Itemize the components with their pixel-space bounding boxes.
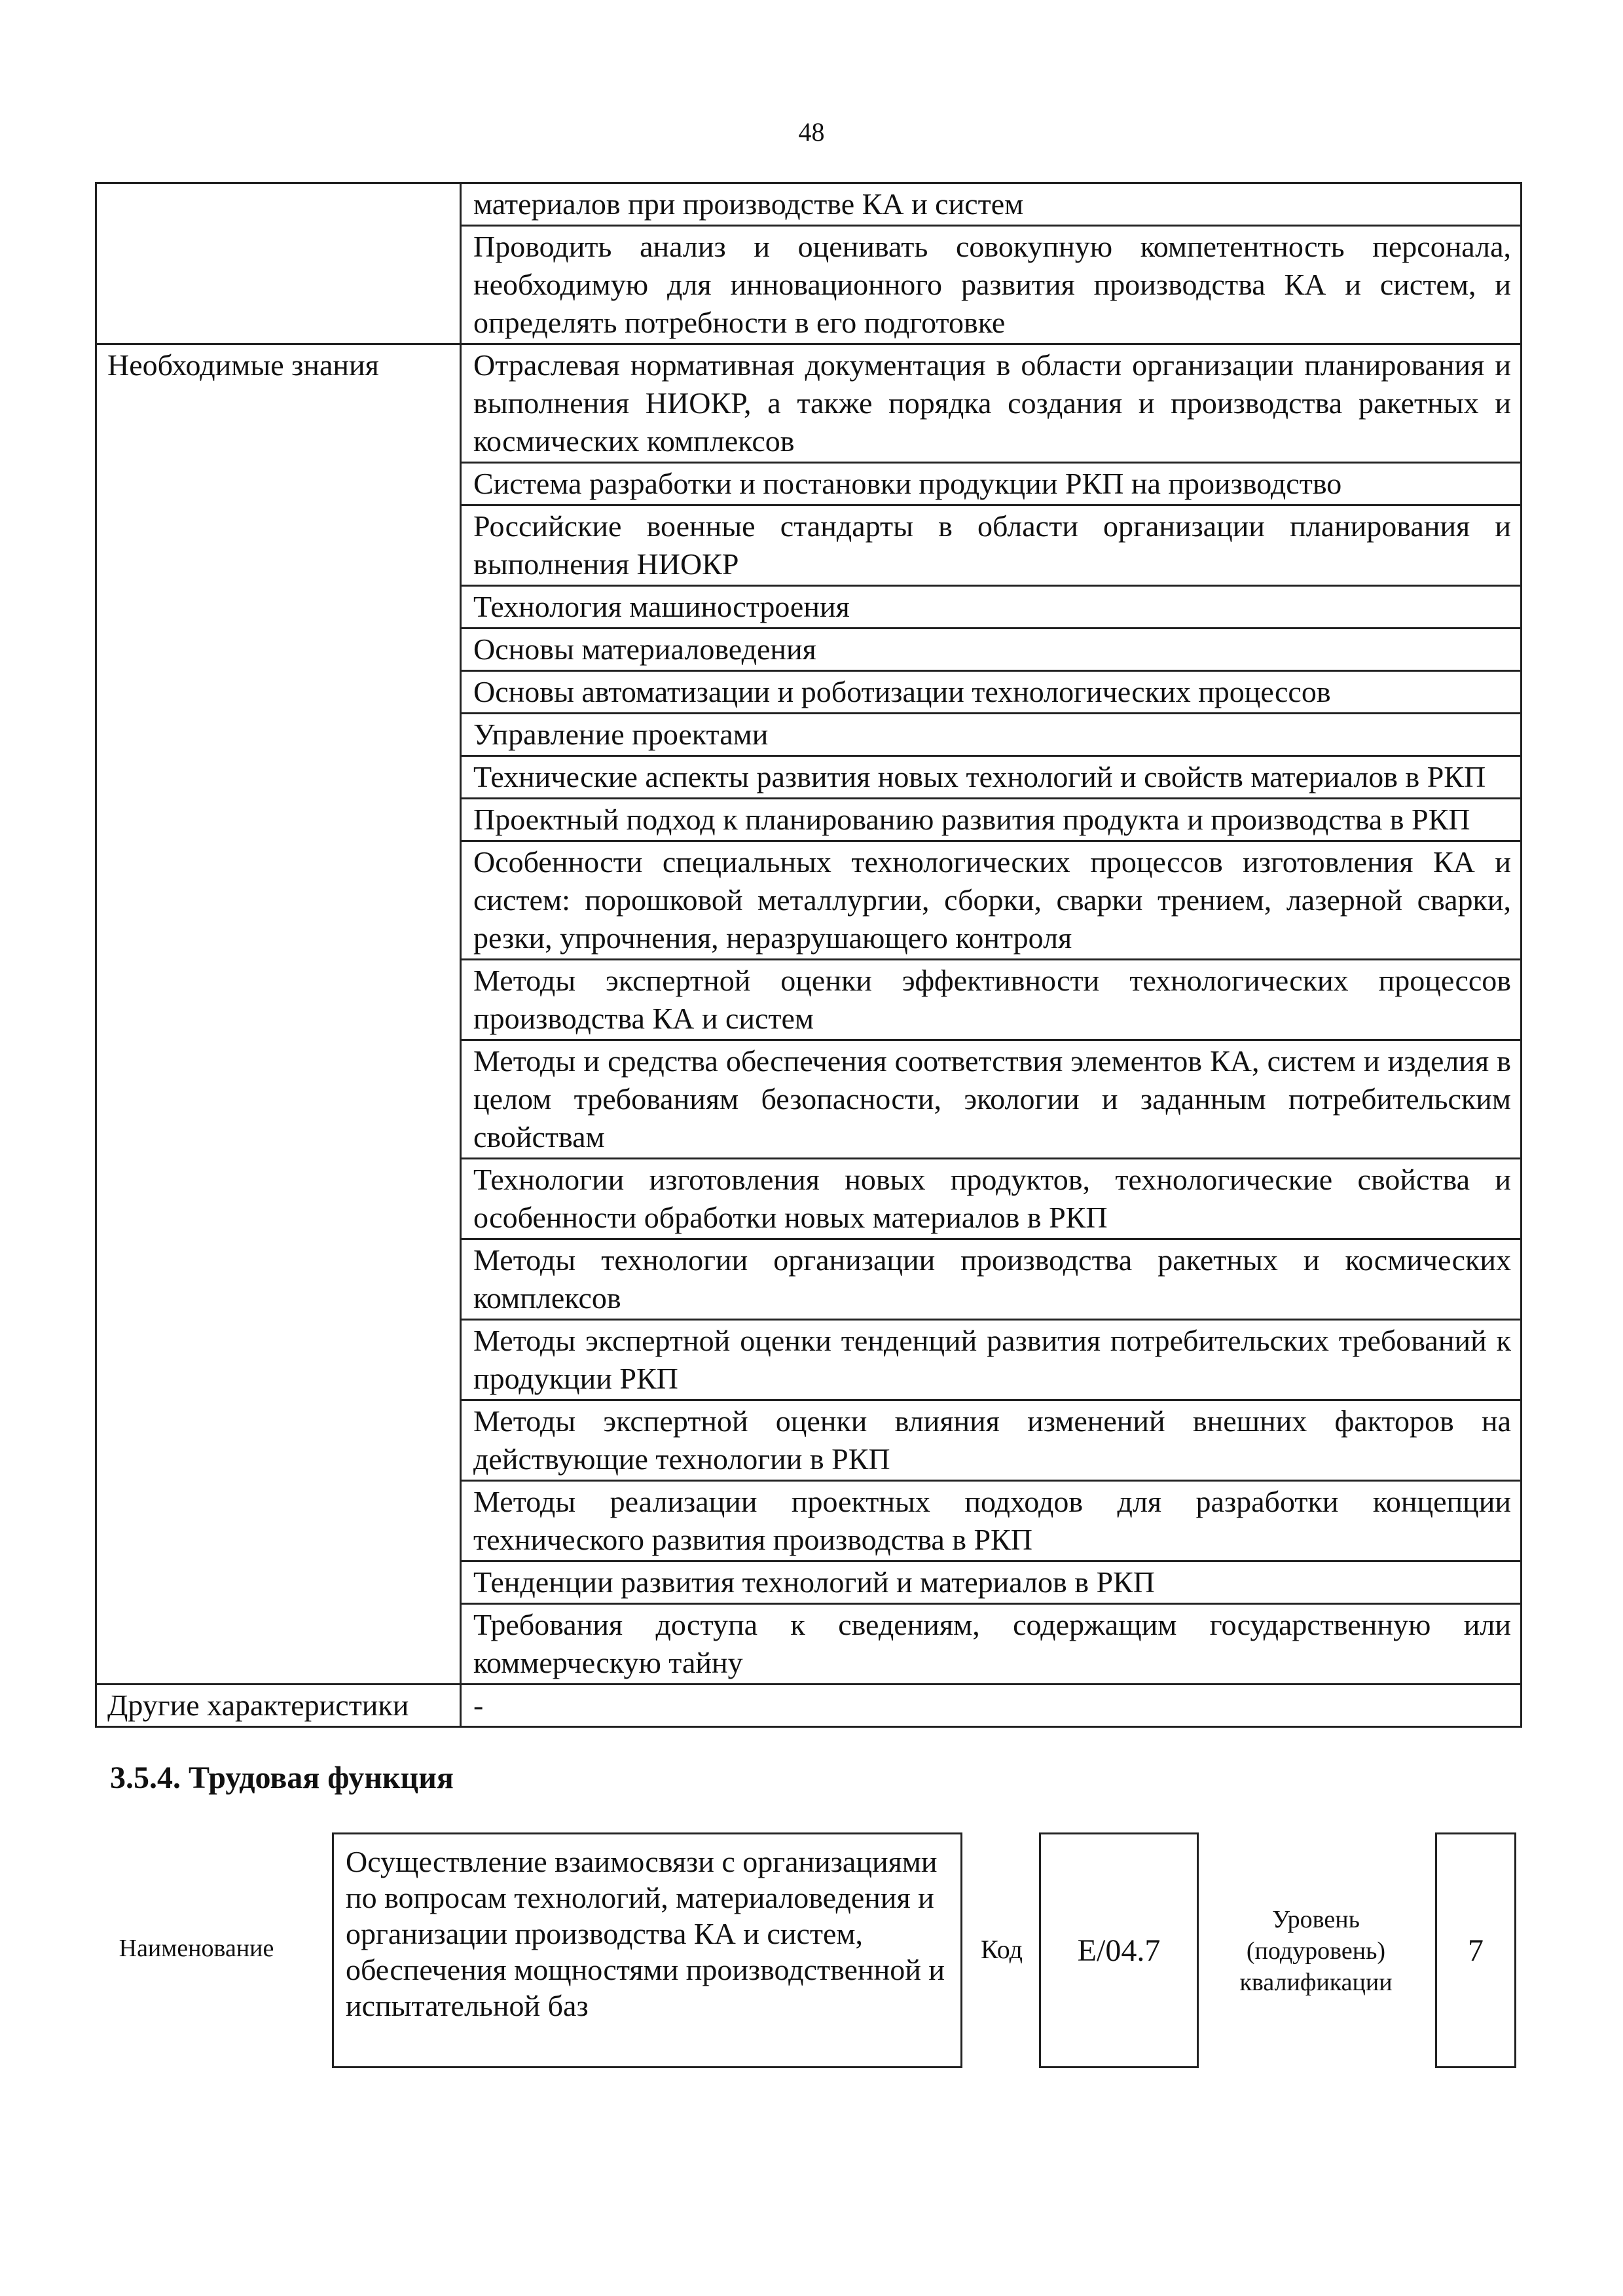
row-text: Особенности специальных технологических процессов изготовления КА и систем: порошковой металлургии, сборки, сварки трением, лазерной сварки, резки, упрочнения, неразрушающего контроля	[461, 841, 1522, 960]
row-text: Отраслевая нормативная документация в области организации планирования и выполнения НИОКР, а также порядка создания и производства ракетных и космических комплексов	[461, 344, 1522, 463]
table-row	[96, 344, 1522, 463]
row-text: Методы экспертной оценки эффективности технологических процессов производства КА и систем	[461, 960, 1522, 1040]
row-text: -	[461, 1685, 1522, 1727]
knowledge-table	[95, 182, 1522, 1728]
row-text: Управление проектами	[461, 714, 1522, 756]
row-label-continued	[96, 183, 461, 344]
table-row	[96, 1685, 1522, 1727]
table-row	[96, 183, 1522, 226]
row-text: Технические аспекты развития новых технологий и свойств материалов в РКП	[461, 756, 1522, 799]
code-label: Код	[981, 1935, 1023, 1964]
page-number: 48	[798, 117, 825, 147]
row-text: Методы реализации проектных подходов для разработки концепции технического развития производства в РКП	[461, 1481, 1522, 1561]
row-text: Методы экспертной оценки влияния изменений внешних факторов на действующие технологии в РКП	[461, 1400, 1522, 1481]
row-label-knowledge: Необходимые знания	[96, 344, 461, 1685]
labor-function-code: E/04.7	[1039, 1832, 1199, 2068]
row-text: Система разработки и постановки продукции РКП на производство	[461, 463, 1522, 505]
row-label-other: Другие характеристики	[96, 1685, 461, 1727]
row-text: материалов при производстве КА и систем	[461, 183, 1522, 226]
row-text: Основы автоматизации и роботизации технологических процессов	[461, 671, 1522, 714]
row-text: Проектный подход к планированию развития продукта и производства в РКП	[461, 799, 1522, 841]
section-title: 3.5.4. Трудовая функция	[110, 1760, 454, 1795]
qualification-level: 7	[1435, 1832, 1516, 2068]
level-label: Уровень (подуровень) квалификации	[1239, 1906, 1393, 1996]
row-text: Технология машиностроения	[461, 586, 1522, 629]
row-text: Требования доступа к сведениям, содержащим государственную или коммерческую тайну	[461, 1604, 1522, 1685]
row-text: Методы экспертной оценки тенденций развития потребительских требований к продукции РКП	[461, 1320, 1522, 1400]
row-text: Методы технологии организации производства ракетных и космических комплексов	[461, 1239, 1522, 1320]
row-text: Тенденции развития технологий и материалов в РКП	[461, 1561, 1522, 1604]
row-text: Основы материаловедения	[461, 629, 1522, 671]
row-text: Проводить анализ и оценивать совокупную компетентность персонала, необходимую для инновационного развития производства КА и систем, и определять потребности в его подготовке	[461, 226, 1522, 344]
row-text: Технологии изготовления новых продуктов, технологические свойства и особенности обработки новых материалов в РКП	[461, 1159, 1522, 1239]
name-label: Наименование	[119, 1935, 274, 1962]
row-text: Методы и средства обеспечения соответствия элементов КА, систем и изделия в целом требованиям безопасности, экологии и заданным потребительским свойствам	[461, 1040, 1522, 1159]
labor-function-name: Осуществление взаимосвязи с организациями по вопросам технологий, материаловедения и организации производства КА и систем, обеспечения мощностями производственной и испытательной баз	[332, 1832, 962, 2068]
row-text: Российские военные стандарты в области организации планирования и выполнения НИОКР	[461, 505, 1522, 586]
